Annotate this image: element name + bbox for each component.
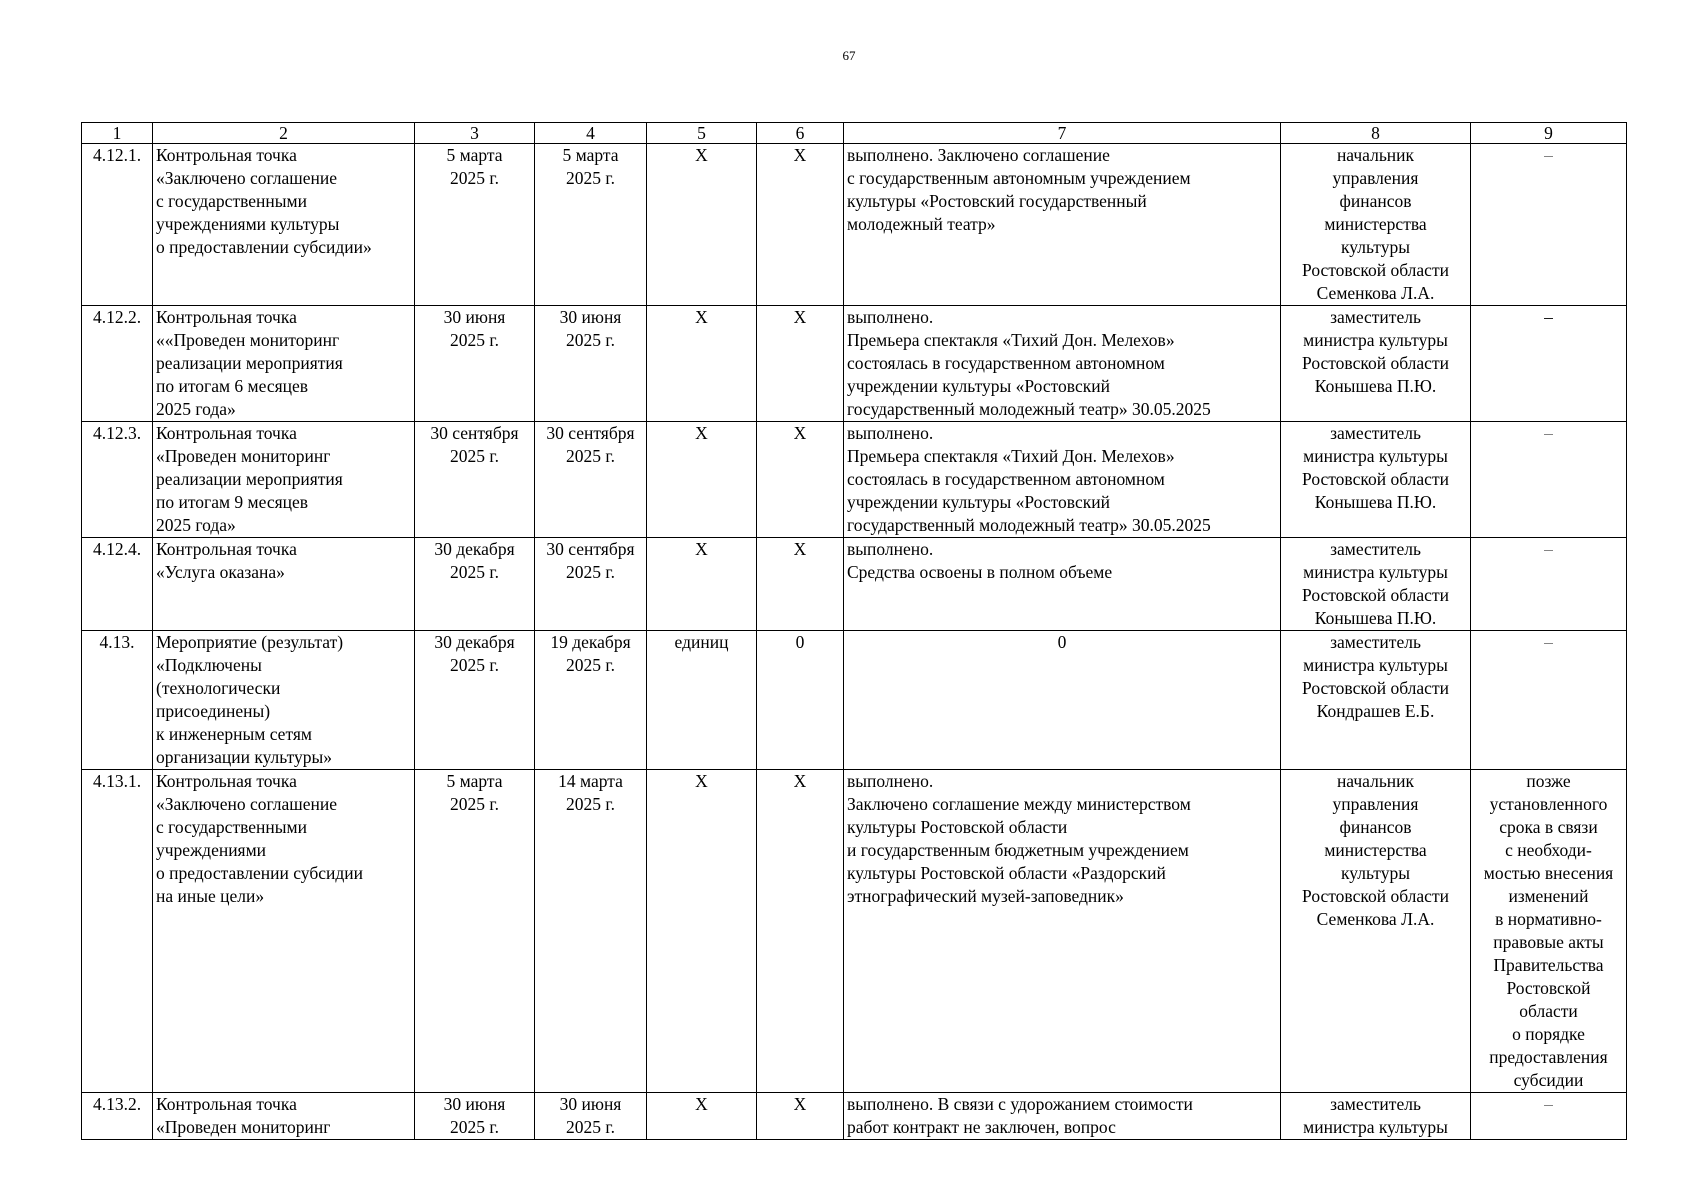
row-number: 4.13.: [82, 631, 153, 770]
item-name: Контрольная точка «Заключено соглашение с государственными учреждениями о предоставлении субсидии на иные цели»: [153, 770, 415, 1093]
responsible-person: заместитель министра культуры Ростовской области Конышева П.Ю.: [1281, 538, 1471, 631]
planned-date: 5 марта 2025 г.: [415, 770, 535, 1093]
indicator-value: Х: [757, 144, 844, 306]
column-number: 9: [1471, 123, 1627, 144]
indicator-value: Х: [757, 1093, 844, 1140]
note-text: позже установленного срока в связи с необходи- мостью внесения изменений в нормативно- правовые акты Правительства Ростовской области о порядке предоставления субсидии: [1471, 770, 1627, 1093]
status-text: выполнено. Премьера спектакля «Тихий Дон. Мелехов» состоялась в государственном автономном учреждении культуры «Ростовский государственный молодежный театр» 30.05.2025: [844, 422, 1281, 538]
actual-date: 30 июня 2025 г.: [535, 306, 647, 422]
item-name: Контрольная точка «Проведен мониторинг: [153, 1093, 415, 1140]
table-row: [82, 422, 1627, 538]
column-number: 4: [535, 123, 647, 144]
responsible-person: заместитель министра культуры Ростовской области Кондрашев Е.Б.: [1281, 631, 1471, 770]
note-text: –: [1471, 144, 1627, 306]
responsible-person: начальник управления финансов министерства культуры Ростовской области Семенкова Л.А.: [1281, 770, 1471, 1093]
row-number: 4.12.2.: [82, 306, 153, 422]
actual-date: 30 сентября 2025 г.: [535, 538, 647, 631]
indicator-value: Х: [757, 538, 844, 631]
item-name: Контрольная точка ««Проведен мониторинг реализации мероприятия по итогам 6 месяцев 2025 года»: [153, 306, 415, 422]
responsible-person: заместитель министра культуры Ростовской области Конышева П.Ю.: [1281, 306, 1471, 422]
table-row: [82, 538, 1627, 631]
unit-value: Х: [647, 306, 757, 422]
status-text: выполнено. Заключено соглашение с государственным автономным учреждением культуры «Ростовский государственный молодежный театр»: [844, 144, 1281, 306]
note-text: –: [1471, 306, 1627, 422]
unit-value: Х: [647, 144, 757, 306]
planned-date: 30 июня 2025 г.: [415, 306, 535, 422]
responsible-person: заместитель министра культуры Ростовской области Конышева П.Ю.: [1281, 422, 1471, 538]
item-name: Контрольная точка «Проведен мониторинг реализации мероприятия по итогам 9 месяцев 2025 года»: [153, 422, 415, 538]
planned-date: 30 декабря 2025 г.: [415, 538, 535, 631]
status-text: выполнено. Премьера спектакля «Тихий Дон. Мелехов» состоялась в государственном автономном учреждении культуры «Ростовский государственный молодежный театр» 30.05.2025: [844, 306, 1281, 422]
row-number: 4.12.4.: [82, 538, 153, 631]
column-number: 6: [757, 123, 844, 144]
table-row: [82, 144, 1627, 306]
note-text: –: [1471, 631, 1627, 770]
column-number: 8: [1281, 123, 1471, 144]
row-number: 4.12.1.: [82, 144, 153, 306]
column-number: 2: [153, 123, 415, 144]
table-row: [82, 770, 1627, 1093]
item-name: Мероприятие (результат) «Подключены (технологически присоединены) к инженерным сетям организации культуры»: [153, 631, 415, 770]
unit-value: Х: [647, 770, 757, 1093]
indicator-value: 0: [757, 631, 844, 770]
indicator-value: Х: [757, 770, 844, 1093]
unit-value: Х: [647, 422, 757, 538]
planned-date: 30 декабря 2025 г.: [415, 631, 535, 770]
planned-date: 30 июня 2025 г.: [415, 1093, 535, 1140]
actual-date: 30 июня 2025 г.: [535, 1093, 647, 1140]
report-table: [81, 122, 1627, 1140]
indicator-value: Х: [757, 306, 844, 422]
responsible-person: начальник управления финансов министерства культуры Ростовской области Семенкова Л.А.: [1281, 144, 1471, 306]
status-text: выполнено. В связи с удорожанием стоимости работ контракт не заключен, вопрос: [844, 1093, 1281, 1140]
page-number: 67: [842, 48, 856, 63]
indicator-value: Х: [757, 422, 844, 538]
table-row: [82, 306, 1627, 422]
item-name: Контрольная точка «Услуга оказана»: [153, 538, 415, 631]
planned-date: 30 сентября 2025 г.: [415, 422, 535, 538]
actual-date: 14 марта 2025 г.: [535, 770, 647, 1093]
actual-date: 19 декабря 2025 г.: [535, 631, 647, 770]
planned-date: 5 марта 2025 г.: [415, 144, 535, 306]
actual-date: 30 сентября 2025 г.: [535, 422, 647, 538]
responsible-person: заместитель министра культуры: [1281, 1093, 1471, 1140]
unit-value: Х: [647, 538, 757, 631]
item-name: Контрольная точка «Заключено соглашение с государственными учреждениями культуры о предоставлении субсидии»: [153, 144, 415, 306]
status-text: выполнено. Заключено соглашение между министерством культуры Ростовской области и государственным бюджетным учреждением культуры Ростовской области «Раздорский этнографический музей-заповедник»: [844, 770, 1281, 1093]
column-number: 5: [647, 123, 757, 144]
status-text: 0: [844, 631, 1281, 770]
unit-value: единиц: [647, 631, 757, 770]
actual-date: 5 марта 2025 г.: [535, 144, 647, 306]
unit-value: Х: [647, 1093, 757, 1140]
column-number: 7: [844, 123, 1281, 144]
column-number-row: [82, 123, 1627, 144]
report-table-body: [82, 123, 1627, 1140]
row-number: 4.13.2.: [82, 1093, 153, 1140]
note-text: –: [1471, 1093, 1627, 1140]
note-text: –: [1471, 538, 1627, 631]
row-number: 4.12.3.: [82, 422, 153, 538]
table-row: [82, 1093, 1627, 1140]
column-number: 3: [415, 123, 535, 144]
row-number: 4.13.1.: [82, 770, 153, 1093]
note-text: –: [1471, 422, 1627, 538]
table-row: [82, 631, 1627, 770]
status-text: выполнено. Средства освоены в полном объеме: [844, 538, 1281, 631]
column-number: 1: [82, 123, 153, 144]
